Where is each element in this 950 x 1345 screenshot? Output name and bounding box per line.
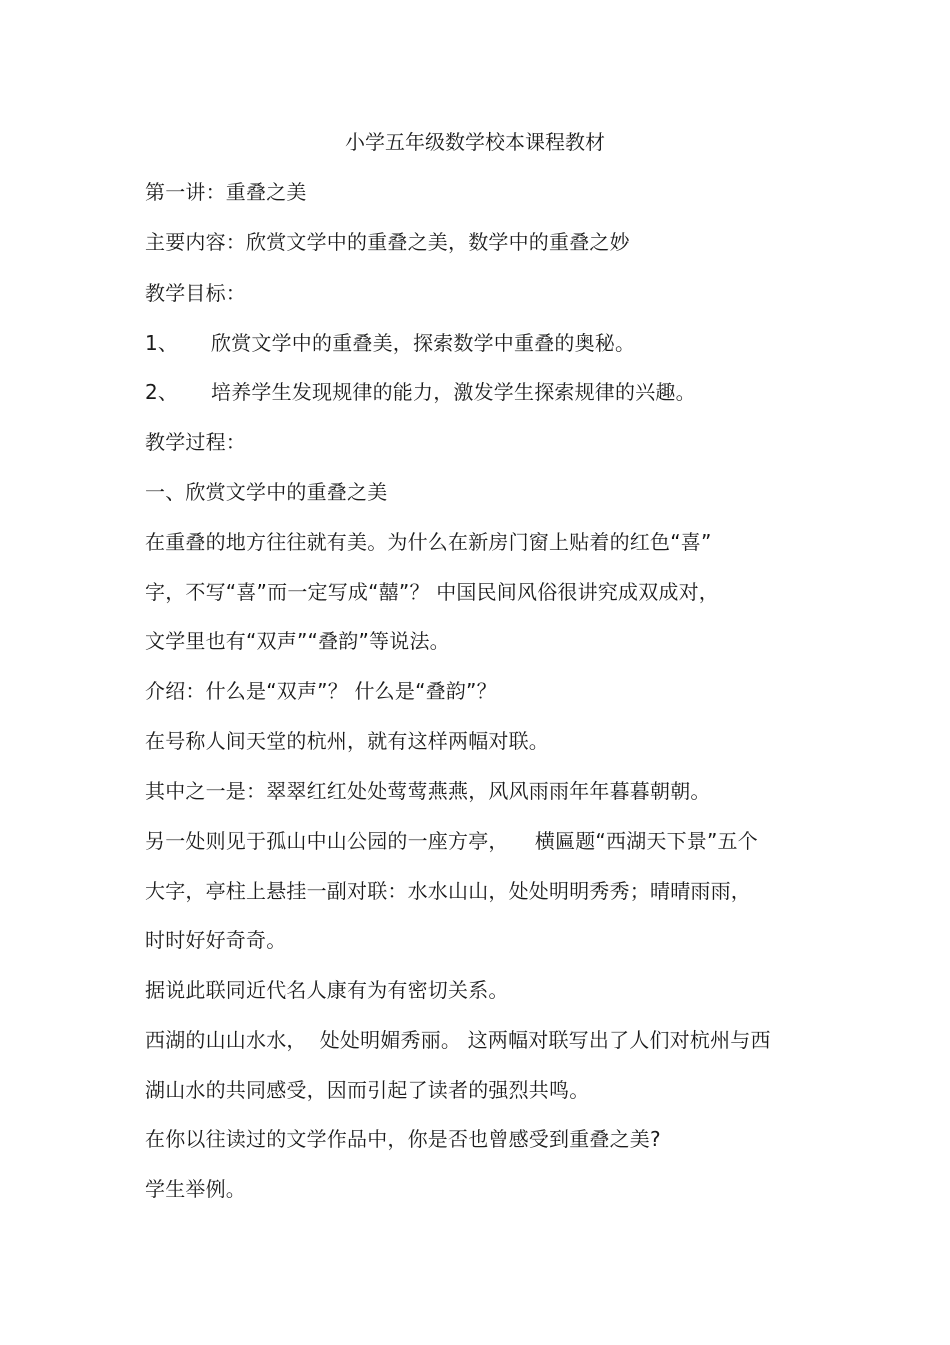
paragraph-line: 在重叠的地方往往就有美。为什么在新房门窗上贴着的红色“喜” <box>145 530 712 554</box>
paragraph-line: 文学里也有“双声”“叠韵”等说法。 <box>145 629 450 653</box>
goals-heading: 教学目标： <box>145 281 246 305</box>
goal-item-1 <box>145 329 635 357</box>
goal-text: 欣赏文学中的重叠美，探索数学中重叠的奥秘。 <box>211 331 636 355</box>
paragraph-line: 据说此联同近代名人康有为有密切关系。 <box>145 978 509 1002</box>
paragraph-line: 在号称人间天堂的杭州，就有这样两幅对联。 <box>145 729 549 753</box>
paragraph-line: 西湖的山山水水， 处处明媚秀丽。 这两幅对联写出了人们对杭州与西 <box>145 1028 771 1052</box>
paragraph-line: 时时好好奇奇。 <box>145 928 287 952</box>
paragraph-line: 湖山水的共同感受，因而引起了读者的强烈共鸣。 <box>145 1078 590 1102</box>
paragraph-line: 学生举例。 <box>145 1177 246 1201</box>
goal-item-2 <box>145 378 696 406</box>
goal-number: 1、 <box>145 331 179 355</box>
goal-number: 2、 <box>145 380 179 404</box>
paragraph-line: 在你以往读过的文学作品中，你是否也曾感受到重叠之美? <box>145 1127 661 1151</box>
goal-text: 培养学生发现规律的能力，激发学生探索规律的兴趣。 <box>211 380 696 404</box>
paragraph-line: 其中之一是：翠翠红红处处莺莺燕燕，风风雨雨年年暮暮朝朝。 <box>145 779 711 803</box>
process-heading: 教学过程： <box>145 430 246 454</box>
main-content-line: 主要内容：欣赏文学中的重叠之美，数学中的重叠之妙 <box>145 230 630 254</box>
paragraph-line: 大字，亭柱上悬挂一副对联：水水山山，处处明明秀秀；晴晴雨雨， <box>145 879 751 903</box>
lecture-heading: 第一讲：重叠之美 <box>145 180 307 204</box>
paragraph-line: 另一处则见于孤山中山公园的一座方亭， 横匾题“西湖天下景”五个 <box>145 829 758 853</box>
paragraph-line: 字，不写“喜”而一定写成“囍”？ 中国民间风俗很讲究成双成对， <box>145 580 720 604</box>
document-title: 小学五年级数学校本课程教材 <box>345 130 605 154</box>
section-heading: 一、欣赏文学中的重叠之美 <box>145 480 388 504</box>
paragraph-line: 介绍：什么是“双声”？ 什么是“叠韵”？ <box>145 679 497 703</box>
